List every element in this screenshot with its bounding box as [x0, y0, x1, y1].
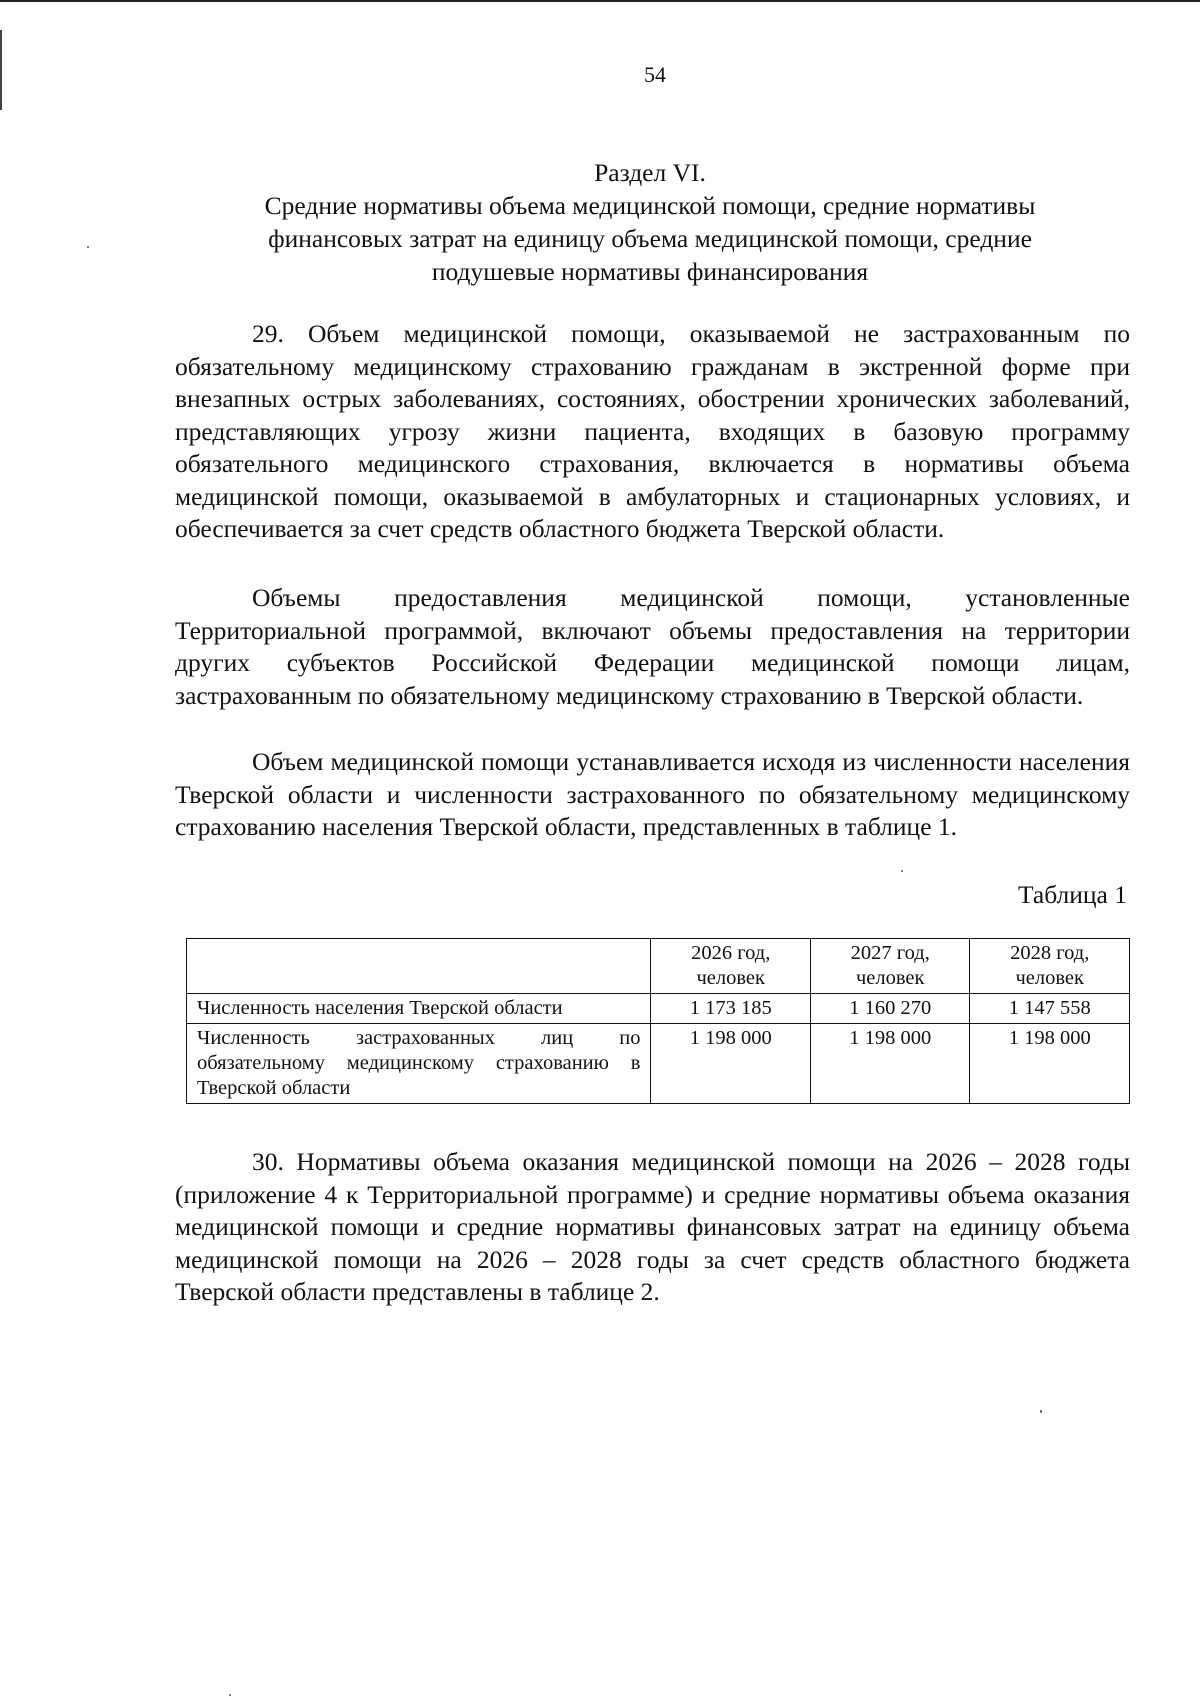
table-header-2027: [810, 939, 970, 994]
scan-speck: [87, 246, 89, 248]
section-heading: [170, 156, 1130, 288]
table-header-2026: [651, 939, 811, 994]
table-header-row: [187, 939, 1130, 994]
table-header-empty: [187, 939, 651, 994]
page-number: 54: [644, 62, 666, 87]
cell-value: 1 147 558: [970, 994, 1130, 1024]
paragraph-29-text: 29. Объем медицинской помощи, оказываемой не застрахованным по обязательному медицинскому страхованию гражданам в экстренной форме при внезапных острых заболеваниях, состояниях, обострении хронических заболеваний, представляющих угрозу жизни пациента, входящих в базовую программу обязательного медицинского страхования, включается в нормативы объема медицинской помощи, оказываемой в амбулаторных и стационарных условиях, и обеспечивается за счет средств областного бюджета Тверской области.: [175, 319, 1130, 543]
paragraph-30-text: 30. Нормативы объема оказания медицинской помощи на 2026 – 2028 годы (приложение 4 к Территориальной программе) и средние нормативы объема оказания медицинской помощи и средние нормативы финансовых затрат на единицу объема медицинской помощи на 2026 – 2028 годы за счет средств областного бюджета Тверской области представлены в таблице 2.: [175, 1147, 1130, 1306]
header-unit: человек: [1015, 967, 1084, 989]
paragraph-29: [175, 318, 1130, 546]
cell-value: 1 173 185: [651, 994, 811, 1024]
scan-speck: [901, 870, 903, 872]
section-title-line-2: финансовых затрат на единицу объема медицинской помощи, средние: [268, 224, 1032, 253]
table-row: [187, 1024, 1130, 1104]
row-label: Численность застрахованных лиц по обязательному медицинскому страхованию в Тверской области: [187, 1024, 651, 1104]
section-label: Раздел VI.: [594, 158, 706, 187]
cell-value: 1 198 000: [970, 1024, 1130, 1104]
header-unit: человек: [855, 967, 925, 989]
population-table: [186, 938, 1130, 1104]
paragraph-volume-basis: [175, 746, 1130, 844]
section-title-line-1: Средние нормативы объема медицинской помощи, средние нормативы: [264, 191, 1036, 220]
paragraph-volumes: [175, 582, 1130, 712]
table-1-caption: Таблица 1: [1017, 880, 1127, 909]
scan-edge-top: [0, 0, 1200, 2]
section-title-line-3: подушевые нормативы финансирования: [431, 257, 869, 286]
paragraph-30: [175, 1146, 1130, 1309]
header-year: 2028 год,: [1010, 942, 1090, 964]
row-label: Численность населения Тверской области: [187, 994, 651, 1024]
table-header-2028: [970, 939, 1130, 994]
table-row: [187, 994, 1130, 1024]
header-year: 2026 год,: [691, 942, 771, 964]
paragraph-volumes-text: Объемы предоставления медицинской помощи, установленные Территориальной программой, включают объемы предоставления на территории других субъектов Российской Федерации медицинской помощи лицам, застрахованным по обязательному медицинскому страхованию в Тверской области.: [175, 583, 1130, 710]
cell-value: 1 198 000: [810, 1024, 970, 1104]
header-unit: человек: [696, 967, 765, 989]
header-year: 2027 год,: [850, 942, 930, 964]
cell-value: 1 198 000: [651, 1024, 811, 1104]
paragraph-volume-basis-text: Объем медицинской помощи устанавливается исходя из численности населения Тверской области и численности застрахованного по обязательному медицинскому страхованию населения Тверской области, представленных в таблице 1.: [175, 747, 1130, 841]
cell-value: 1 160 270: [810, 994, 970, 1024]
scan-speck: [229, 1694, 231, 1696]
scan-speck: [1040, 1410, 1042, 1413]
